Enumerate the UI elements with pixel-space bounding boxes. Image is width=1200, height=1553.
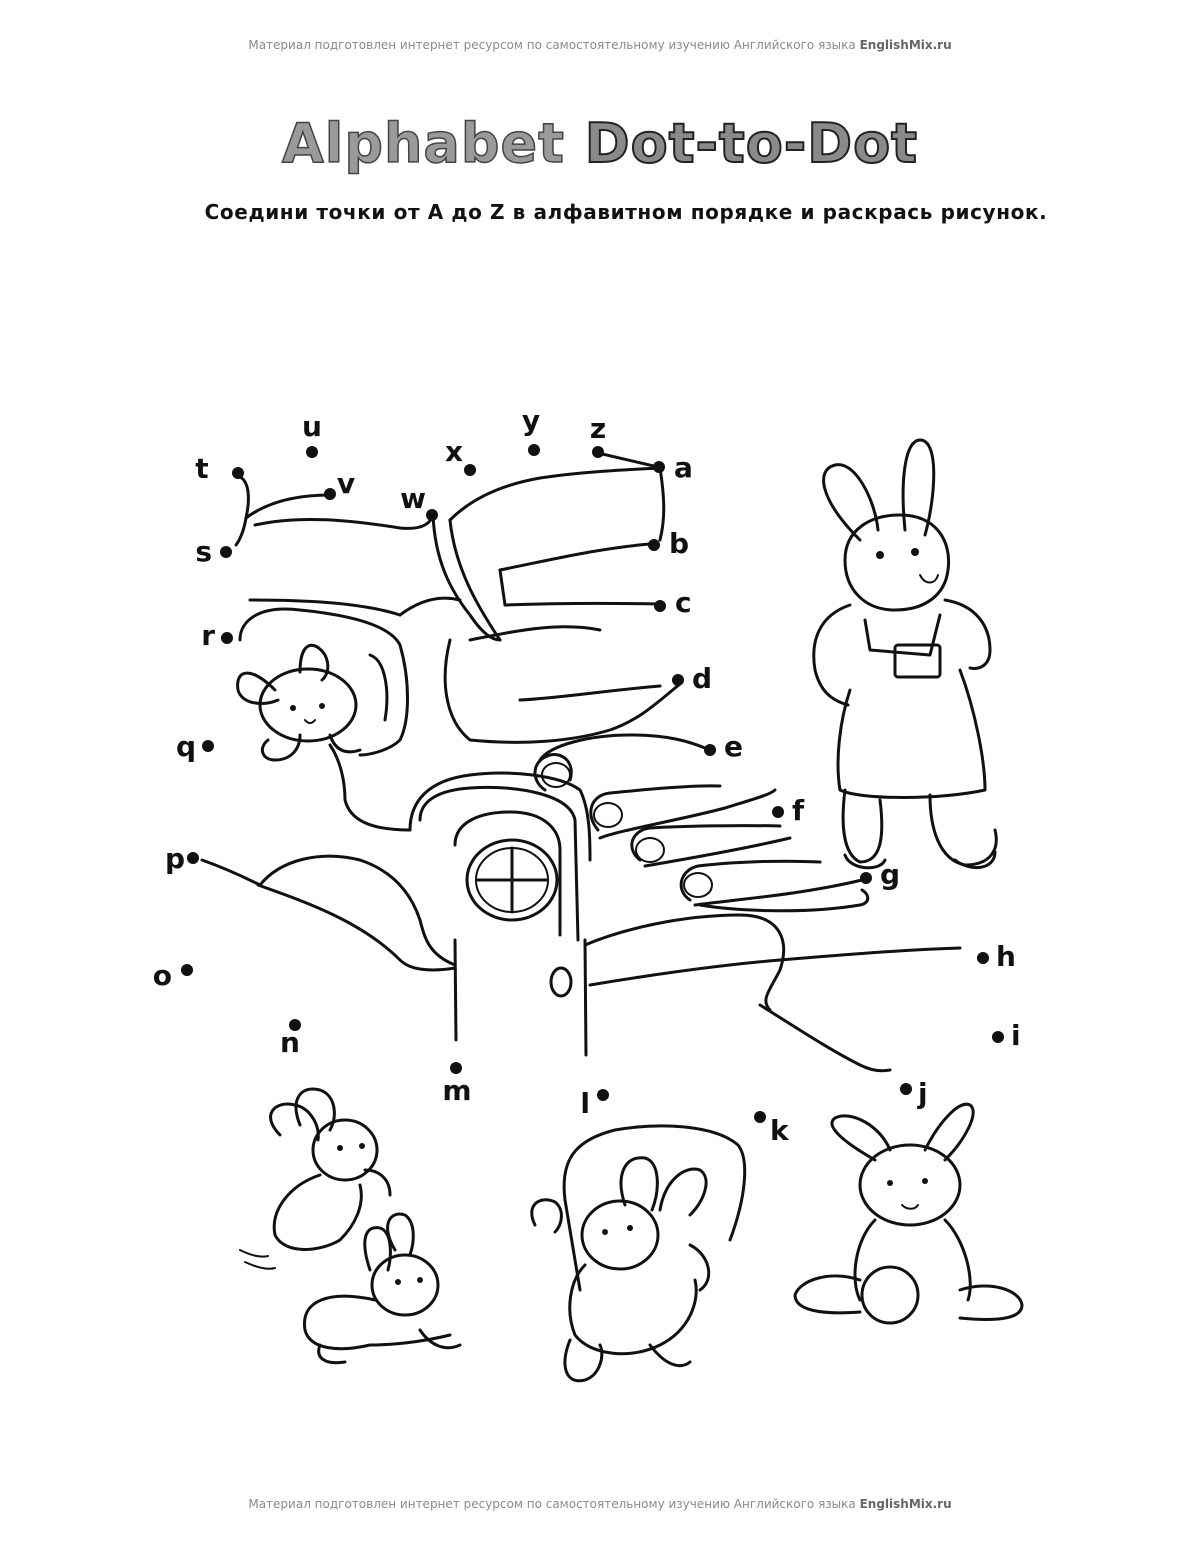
dot-marker-b xyxy=(648,539,660,551)
dot-b xyxy=(648,527,689,560)
dot-marker-c xyxy=(654,600,666,612)
dot-label-p: p xyxy=(164,842,185,875)
dot-label-n: n xyxy=(280,1026,300,1059)
dot-marker-q xyxy=(202,740,214,752)
dot-marker-u xyxy=(306,446,318,458)
dot-label-e: e xyxy=(724,730,743,763)
dot-marker-i xyxy=(992,1031,1004,1043)
dot-marker-l xyxy=(597,1089,609,1101)
dot-marker-j xyxy=(900,1083,912,1095)
dot-label-h: h xyxy=(996,940,1016,973)
dot-marker-f xyxy=(772,806,784,818)
leapfrog-bunnies xyxy=(240,1089,460,1363)
dot-label-d: d xyxy=(692,662,713,695)
dot-f xyxy=(772,794,805,827)
jump-rope-bunny xyxy=(532,1126,745,1381)
footer-credit xyxy=(0,1497,1200,1511)
dot-marker-t xyxy=(232,467,244,479)
dot-g xyxy=(860,858,900,891)
dot-y xyxy=(522,404,540,456)
dot-a xyxy=(653,451,693,484)
dot-label-o: o xyxy=(152,959,172,992)
dot-marker-v xyxy=(324,488,336,500)
dot-label-b: b xyxy=(669,527,690,560)
dot-label-x: x xyxy=(444,435,464,468)
dot-m xyxy=(442,1062,471,1107)
dot-label-a: a xyxy=(674,451,693,484)
dot-label-q: q xyxy=(175,730,196,763)
dot-label-y: y xyxy=(521,404,541,437)
dot-s xyxy=(195,535,232,568)
dot-u xyxy=(302,410,322,458)
dot-label-u: u xyxy=(302,410,322,443)
instruction-text: Соедини точки от A до Z в алфавитном порядке и раскрась рисунок. xyxy=(204,200,1048,224)
dot-label-c: c xyxy=(675,586,692,619)
dot-label-g: g xyxy=(880,858,901,891)
dot-marker-m xyxy=(450,1062,462,1074)
bunny-with-apron xyxy=(814,440,996,868)
dot-label-v: v xyxy=(336,467,356,500)
title-alphabet: Alphabet xyxy=(282,112,565,175)
dot-marker-x xyxy=(464,464,476,476)
dot-q xyxy=(176,730,214,763)
dot-l xyxy=(580,1087,609,1120)
footer-credit-text: Материал подготовлен интернет ресурсом по самостоятельному изучению Английского языка xyxy=(248,1497,856,1511)
dot-marker-r xyxy=(221,632,233,644)
dot-label-r: r xyxy=(201,619,215,652)
dot-label-f: f xyxy=(792,794,805,827)
title-dot-to-dot: Dot-to-Dot xyxy=(584,112,918,175)
dot-label-j: j xyxy=(918,1077,928,1110)
bunny-in-window xyxy=(238,645,360,760)
dot-label-w: w xyxy=(400,482,426,515)
dot-marker-a xyxy=(653,461,665,473)
dot-label-m: m xyxy=(442,1074,472,1107)
dot-marker-d xyxy=(672,674,684,686)
dot-r xyxy=(201,619,233,652)
dot-z xyxy=(590,412,606,458)
dot-marker-h xyxy=(977,952,989,964)
header-credit-text: Материал подготовлен интернет ресурсом по самостоятельному изучению Английского языка xyxy=(248,38,856,52)
dot-c xyxy=(654,586,692,619)
sitting-bunny-with-ball xyxy=(795,1104,1022,1323)
dot-i xyxy=(992,1019,1021,1052)
dot-marker-k xyxy=(754,1111,766,1123)
dot-marker-o xyxy=(181,964,193,976)
dot-marker-w xyxy=(426,509,438,521)
footer-credit-site: EnglishMix.ru xyxy=(859,1497,952,1511)
dot-label-i: i xyxy=(1011,1019,1021,1052)
dot-x xyxy=(445,435,476,476)
dot-k xyxy=(754,1111,790,1147)
dot-marker-g xyxy=(860,872,872,884)
dot-label-z: z xyxy=(589,412,607,445)
dot-d xyxy=(672,662,712,695)
dot-w xyxy=(400,482,438,521)
dot-marker-z xyxy=(592,446,604,458)
dot-h xyxy=(977,940,1016,973)
dot-label-k: k xyxy=(770,1114,789,1147)
dot-label-s: s xyxy=(195,535,212,568)
dot-n xyxy=(280,1019,301,1059)
dot-marker-e xyxy=(704,744,716,756)
dot-label-l: l xyxy=(580,1087,590,1120)
dot-label-t: t xyxy=(195,452,209,485)
header-credit-site: EnglishMix.ru xyxy=(859,38,952,52)
dot-marker-p xyxy=(187,852,199,864)
dot-marker-y xyxy=(528,444,540,456)
dot-p xyxy=(165,842,199,875)
dot-e xyxy=(704,730,743,763)
dot-marker-s xyxy=(220,546,232,558)
dot-v xyxy=(324,467,355,500)
connector-z-a xyxy=(598,453,658,467)
dot-j xyxy=(900,1077,928,1110)
dot-o xyxy=(153,959,193,992)
dot-t xyxy=(195,452,244,485)
